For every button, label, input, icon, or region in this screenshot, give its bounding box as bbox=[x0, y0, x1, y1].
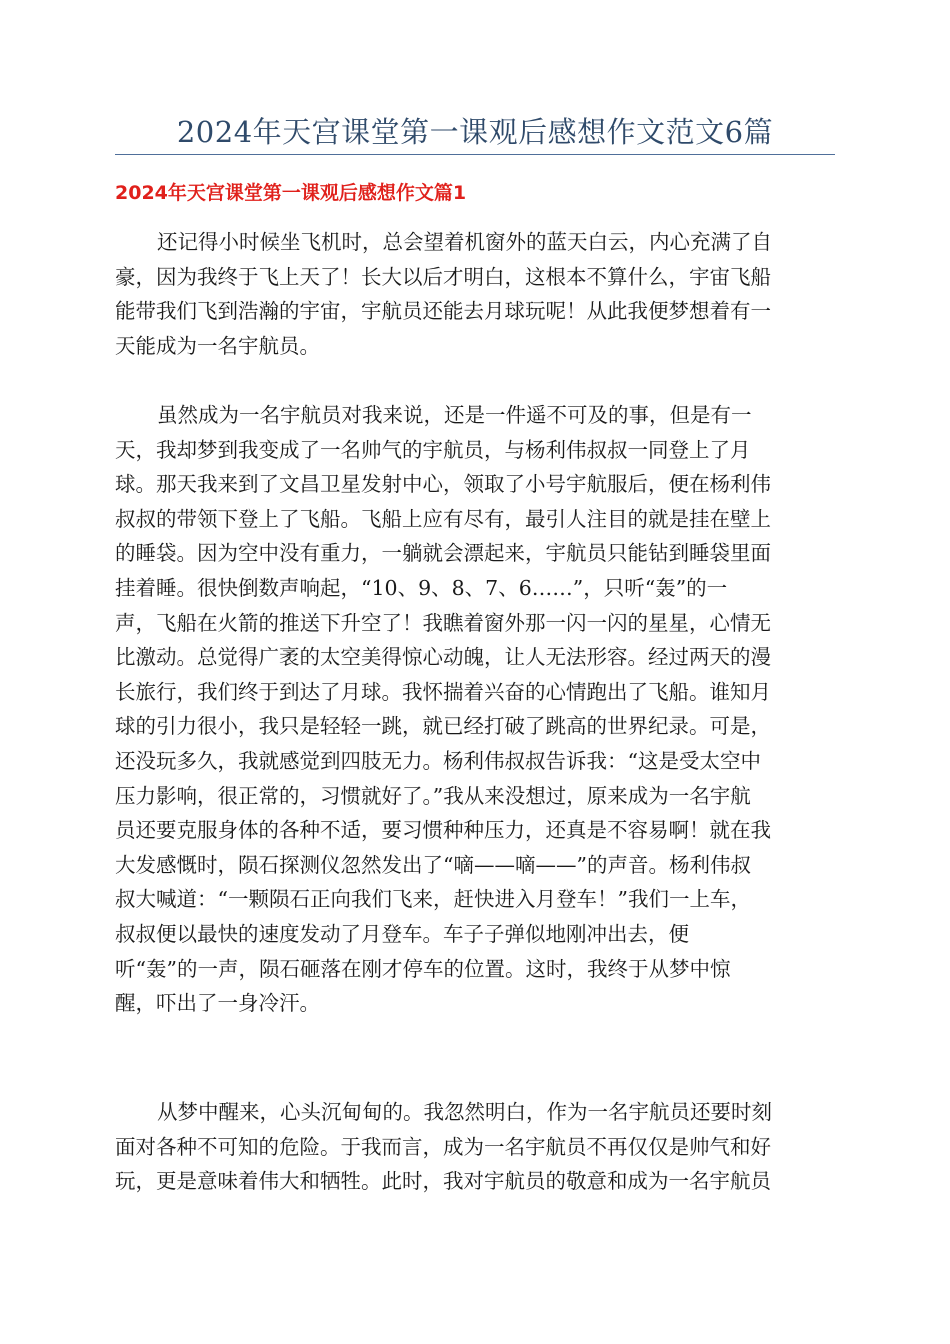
text-line: 虽然成为一名宇航员对我来说，还是一件遥不可及的事，但是有一 bbox=[157, 403, 752, 427]
text-line: 叔大喊道：“一颗陨石正向我们飞来，赶快进入月登车！”我们一上车， bbox=[115, 887, 751, 912]
paragraph-2 bbox=[115, 398, 837, 1021]
title-underline bbox=[115, 154, 835, 155]
text-line: 天能成为一名宇航员。 bbox=[115, 333, 320, 358]
text-line: 挂着睡。很快倒数声响起，“10、9、8、7、6……”，只听“轰”的一 bbox=[115, 575, 728, 600]
paragraph-3 bbox=[115, 1095, 837, 1199]
text-line: 大发感慨时，陨石探测仪忽然发出了“嘀——嘀——”的声音。杨利伟叔 bbox=[115, 852, 751, 877]
text-line: 天，我却梦到我变成了一名帅气的宇航员，与杨利伟叔叔一同登上了月 bbox=[115, 437, 751, 462]
text-line: 的睡袋。因为空中没有重力，一躺就会漂起来，宇航员只能钻到睡袋里面 bbox=[115, 541, 771, 566]
text-line: 球。那天我来到了文昌卫星发射中心，领取了小号宇航服后，便在杨利伟 bbox=[115, 472, 771, 497]
text-line: 比激动。总觉得广袤的太空美得惊心动魄，让人无法形容。经过两天的漫 bbox=[115, 645, 771, 670]
text-line: 球的引力很小，我只是轻轻一跳，就已经打破了跳高的世界纪录。可是， bbox=[115, 714, 771, 739]
text-line: 叔叔的带领下登上了飞船。飞船上应有尽有，最引人注目的就是挂在壁上 bbox=[115, 506, 771, 531]
text-line: 玩，更是意味着伟大和牺牲。此时，我对宇航员的敬意和成为一名宇航员 bbox=[115, 1169, 771, 1194]
text-line: 能带我们飞到浩瀚的宇宙，宇航员还能去月球玩呢！从此我便梦想着有一 bbox=[115, 299, 771, 324]
text-line: 面对各种不可知的危险。于我而言，成为一名宇航员不再仅仅是帅气和好 bbox=[115, 1134, 771, 1159]
text-line: 还没玩多久，我就感觉到四肢无力。杨利伟叔叔告诉我：“这是受太空中 bbox=[115, 748, 761, 773]
text-line: 长旅行，我们终于到达了月球。我怀揣着兴奋的心情跑出了飞船。谁知月 bbox=[115, 679, 771, 704]
paragraph-1 bbox=[115, 225, 837, 363]
section-heading: 2024年天宫课堂第一课观后感想作文篇1 bbox=[115, 182, 467, 204]
text-line: 叔叔便以最快的速度发动了月登车。车子子弹似地刚冲出去，便 bbox=[115, 921, 689, 946]
text-line: 从梦中醒来，心头沉甸甸的。我忽然明白，作为一名宇航员还要时刻 bbox=[157, 1100, 772, 1124]
text-line: 豪，因为我终于飞上天了！长大以后才明白，这根本不算什么，宇宙飞船 bbox=[115, 264, 771, 289]
text-line: 听“轰”的一声，陨石砸落在刚才停车的位置。这时，我终于从梦中惊 bbox=[115, 956, 731, 981]
document-title: 2024年天宫课堂第一课观后感想作文范文6篇 bbox=[176, 115, 774, 149]
text-line: 员还要克服身体的各种不适，要习惯种种压力，还真是不容易啊！就在我 bbox=[115, 818, 771, 843]
text-line: 醒，吓出了一身冷汗。 bbox=[115, 991, 320, 1016]
text-line: 还记得小时候坐飞机时，总会望着机窗外的蓝天白云，内心充满了自 bbox=[157, 230, 772, 254]
text-line: 压力影响，很正常的，习惯就好了。”我从来没想过，原来成为一名宇航 bbox=[115, 783, 751, 808]
text-line: 声，飞船在火箭的推送下升空了！我瞧着窗外那一闪一闪的星星，心情无 bbox=[115, 610, 771, 635]
